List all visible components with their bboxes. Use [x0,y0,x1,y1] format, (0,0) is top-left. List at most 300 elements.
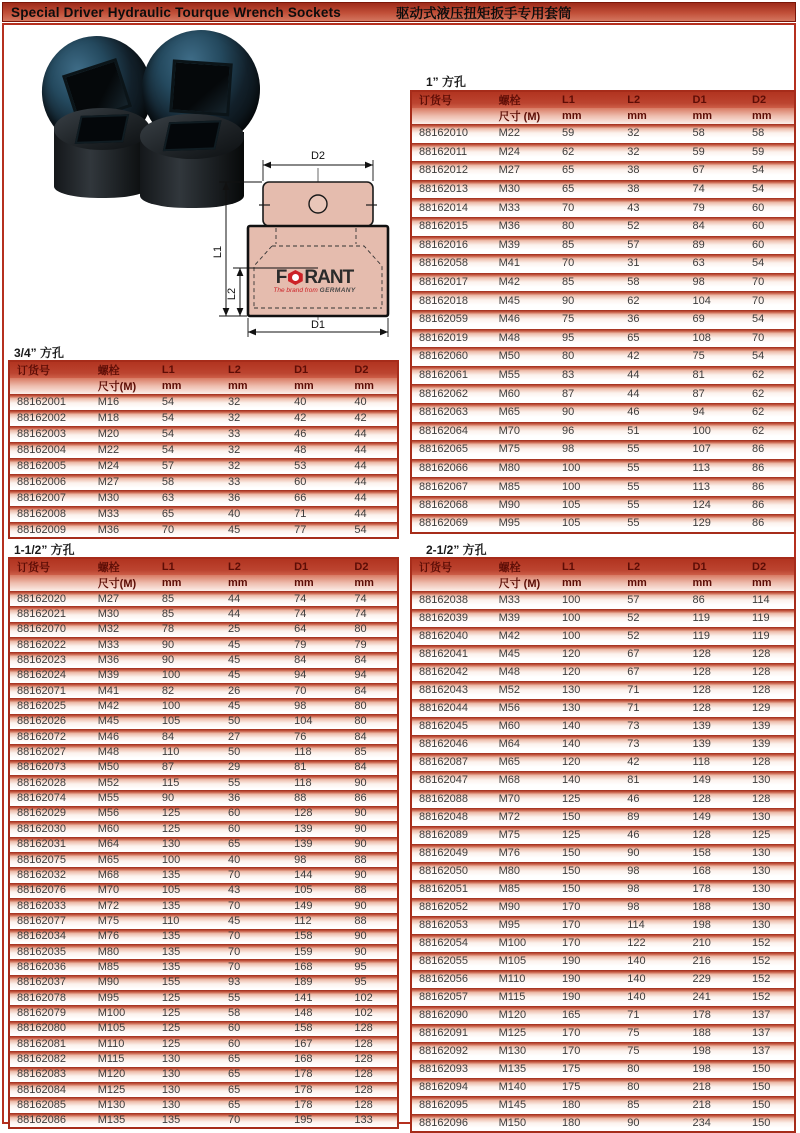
table-cell: 59 [745,143,795,162]
table-cell: 88162029 [9,806,91,821]
table-cell: 42 [347,410,398,426]
table-cell: 128 [686,826,746,844]
table-cell: 128 [686,681,746,699]
table-row [9,442,398,458]
table-row [9,394,398,410]
table-cell: 85 [347,744,398,759]
table-cell: M33 [492,591,555,609]
table-cell: 79 [287,637,347,652]
table-row [411,645,795,663]
table-cell: 98 [620,898,685,916]
table-row [411,699,795,717]
table-row [411,180,795,199]
table-cell: 55 [620,496,685,515]
table-row [411,291,795,310]
table-cell: 88162077 [9,913,91,928]
table-cell: 93 [221,975,287,990]
table-cell: 158 [686,844,746,862]
table-cell: 190 [555,952,620,970]
label-l1: L1 [212,245,224,259]
table-cell: M39 [492,609,555,627]
table-cell: 168 [287,959,347,974]
table-cell: 32 [221,458,287,474]
table-cell: 87 [555,384,620,403]
table-cell: 33 [221,474,287,490]
table-cell: 170 [555,916,620,934]
table-cell: 65 [221,1097,287,1112]
table-cell: 130 [745,916,795,934]
table-cell: 70 [745,273,795,292]
table-row [9,913,398,928]
table-cell: 149 [287,898,347,913]
table-cell: 88162006 [9,474,91,490]
table-cell: 129 [745,699,795,717]
table-cell: 90 [347,867,398,882]
table-row [411,681,795,699]
table-cell: 118 [686,753,746,771]
table-cell: 54 [745,161,795,180]
table-cell: 188 [686,1024,746,1042]
table-cell: 88162014 [411,198,492,217]
table-cell: 141 [287,990,347,1005]
table-cell: 52 [620,217,685,236]
table-cell: 46 [620,826,685,844]
table-cell: 178 [287,1067,347,1082]
table-cell: M27 [91,474,155,490]
column-header: 螺栓 [492,558,555,575]
table-cell: 84 [347,683,398,698]
table-cell: 86 [745,459,795,478]
table-cell: 90 [155,790,221,805]
table-cell: 66 [287,490,347,506]
table-cell: 88162070 [9,622,91,637]
table-cell: 83 [555,366,620,385]
table-cell: 88162055 [411,952,492,970]
table-cell: M110 [91,1036,155,1051]
table-cell: 140 [555,735,620,753]
table-row [9,837,398,852]
table-cell: M110 [492,970,555,988]
table-row [411,934,795,952]
table-row [9,806,398,821]
table-cell: 98 [620,880,685,898]
table-cell: 128 [745,753,795,771]
table-cell: 150 [555,880,620,898]
table-cell: 88162045 [411,717,492,735]
table-cell: M64 [91,837,155,852]
table-cell: 178 [287,1082,347,1097]
column-header: mm [221,575,287,591]
table-cell: 70 [221,959,287,974]
table-cell: 122 [620,934,685,952]
table-row [411,609,795,627]
table-cell: 100 [155,852,221,867]
table-cell: 55 [620,440,685,459]
table-cell: M65 [91,852,155,867]
table-cell: 119 [686,627,746,645]
column-header: D1 [287,558,347,575]
table-cell: 128 [745,663,795,681]
table-cell: 98 [686,273,746,292]
table-cell: 88162031 [9,837,91,852]
table-cell: M48 [492,329,555,348]
table-cell: 54 [155,442,221,458]
table-cell: M80 [492,862,555,880]
table-cell: 98 [555,440,620,459]
table-cell: 128 [686,663,746,681]
table-cell: 88162034 [9,929,91,944]
table-row [9,1005,398,1020]
table-cell: 139 [287,821,347,836]
column-header: L1 [555,91,620,108]
table-cell: 75 [686,347,746,366]
table-row [9,637,398,652]
table-cell: 88162021 [9,606,91,621]
table-cell: M36 [492,217,555,236]
table-cell: 95 [347,959,398,974]
table-cell: 150 [745,1078,795,1096]
column-header: mm [347,378,398,394]
table-cell: 198 [686,916,746,934]
column-header: mm [745,108,795,124]
table-cell: 168 [287,1051,347,1066]
table-row [411,970,795,988]
table-cell: 88162016 [411,236,492,255]
table-cell: 85 [555,236,620,255]
table-cell: 40 [287,394,347,410]
table-cell: 88162027 [9,744,91,759]
table-cell: 90 [347,929,398,944]
table-cell: 88162052 [411,898,492,916]
table-cell: 81 [287,760,347,775]
column-header: 订货号 [9,361,91,378]
spec-table-3-4in [8,360,399,539]
table-row [9,606,398,621]
table-cell: 46 [620,790,685,808]
column-header: D2 [745,558,795,575]
table-cell: 55 [221,775,287,790]
table-row [411,440,795,459]
table-cell: 67 [686,161,746,180]
table-cell: M24 [492,143,555,162]
table-cell: 70 [221,898,287,913]
table-cell: M95 [492,916,555,934]
table-cell: 88162018 [411,291,492,310]
table-row [9,729,398,744]
table-cell: 88162046 [411,735,492,753]
table-cell: 70 [745,329,795,348]
table-cell: 165 [555,1006,620,1024]
table-cell: 82 [155,683,221,698]
table-cell: 139 [745,735,795,753]
table-cell: 210 [686,934,746,952]
table-cell: 73 [620,735,685,753]
table-cell: 44 [620,384,685,403]
table-cell: 57 [155,458,221,474]
table-cell: 102 [347,990,398,1005]
table-row [9,852,398,867]
table-cell: 88162040 [411,627,492,645]
table-cell: 40 [347,394,398,410]
table-cell: 130 [745,862,795,880]
table-cell: 86 [686,591,746,609]
table-cell: 79 [686,198,746,217]
table-cell: 71 [620,681,685,699]
column-header: mm [287,575,347,591]
table-row [411,844,795,862]
table-row [411,826,795,844]
table-cell: M65 [492,753,555,771]
table-row [411,273,795,292]
page-title-chinese: 驱动式液压扭矩扳手专用套筒 [396,6,572,21]
table-cell: 25 [221,622,287,637]
table-cell: 58 [620,273,685,292]
table-row [9,1082,398,1097]
table-cell: 125 [555,790,620,808]
table-cell: 65 [620,329,685,348]
table-row [411,1042,795,1060]
table-cell: 70 [221,1113,287,1128]
table-cell: 65 [555,180,620,199]
table-cell: M68 [492,771,555,789]
table-cell: 137 [745,1024,795,1042]
table-cell: 64 [287,622,347,637]
table-cell: 218 [686,1096,746,1114]
table-cell: 31 [620,254,685,273]
table-cell: 88162069 [411,514,492,533]
table-cell: 119 [686,609,746,627]
table-cell: 43 [620,198,685,217]
table-cell: 75 [555,310,620,329]
table-cell: M50 [91,760,155,775]
table-cell: 108 [686,329,746,348]
table-cell: 60 [745,217,795,236]
table-cell: 54 [347,522,398,538]
table-cell: M65 [492,403,555,422]
table-row [411,663,795,681]
table-cell: 178 [686,1006,746,1024]
table-cell: 139 [686,717,746,735]
table-cell: 26 [221,683,287,698]
table-cell: 32 [221,394,287,410]
column-header: mm [155,575,221,591]
table-cell: 88162066 [411,459,492,478]
section-title-3-4in: 3/4” 方孔 [14,346,65,360]
table-row [411,898,795,916]
table-cell: 112 [287,913,347,928]
table-row [411,384,795,403]
table-cell: M120 [91,1067,155,1082]
column-header: D2 [347,558,398,575]
table-cell: 135 [155,959,221,974]
table-cell: M90 [91,975,155,990]
table-cell: M90 [492,898,555,916]
table-cell: 54 [745,254,795,273]
table-cell: 27 [221,729,287,744]
table-cell: 87 [686,384,746,403]
table-cell: 60 [221,1036,287,1051]
logo-tagline-2: GERMANY [319,287,356,294]
table-cell: 88162063 [411,403,492,422]
table-cell: 88162073 [9,760,91,775]
table-cell: 170 [555,898,620,916]
table-cell: 88162088 [411,790,492,808]
socket-square-hole [169,59,233,116]
table-cell: 32 [620,143,685,162]
column-header: 螺栓 [91,558,155,575]
column-header: mm [347,575,398,591]
table-cell: 58 [155,474,221,490]
table-cell: 130 [745,771,795,789]
table-cell: 139 [745,717,795,735]
table-cell: 189 [287,975,347,990]
table-cell: 44 [347,506,398,522]
table-cell: 150 [555,862,620,880]
table-cell: 44 [221,606,287,621]
table-cell: 89 [620,808,685,826]
table-cell: 80 [555,217,620,236]
table-cell: 88162019 [411,329,492,348]
table-row [411,477,795,496]
table-row [9,458,398,474]
table-cell: M48 [492,663,555,681]
table-cell: 88162079 [9,1005,91,1020]
table-cell: 128 [745,790,795,808]
table-row [9,1036,398,1051]
section-title-1in: 1” 方孔 [426,75,467,89]
column-header: mm [686,108,746,124]
forant-logo [252,268,377,295]
table-cell: 71 [620,699,685,717]
column-header: L2 [620,91,685,108]
table-cell: 115 [155,775,221,790]
table-cell: M33 [91,506,155,522]
table-cell: 44 [347,458,398,474]
table-cell: 125 [155,806,221,821]
table-cell: 98 [620,862,685,880]
column-header: mm [745,575,795,591]
table-row [9,929,398,944]
table-cell: M95 [91,990,155,1005]
table-cell: 175 [555,1078,620,1096]
table-cell: 32 [620,124,685,143]
column-header: D1 [686,558,746,575]
table-cell: 178 [287,1097,347,1112]
table-cell: 86 [745,477,795,496]
table-row [9,714,398,729]
table-cell: 90 [347,898,398,913]
table-cell: 139 [287,837,347,852]
table-cell: 94 [686,403,746,422]
table-cell: 152 [745,988,795,1006]
table-cell: 88162087 [411,753,492,771]
table-cell: 100 [686,422,746,441]
table-row [411,1006,795,1024]
table-cell: M60 [492,384,555,403]
table-cell: 80 [555,347,620,366]
table-cell: 88162032 [9,867,91,882]
table-cell: M85 [492,880,555,898]
column-header: mm [555,575,620,591]
table-cell: 42 [620,347,685,366]
table-cell: 88162033 [9,898,91,913]
table-cell: 150 [745,1096,795,1114]
table-cell: 45 [221,522,287,538]
table-cell: 105 [155,883,221,898]
table-cell: 130 [155,837,221,852]
table-cell: 168 [686,862,746,880]
table-cell: 77 [287,522,347,538]
table-cell: 88 [287,790,347,805]
table-cell: 119 [745,609,795,627]
column-header: 螺栓 [492,91,555,108]
table-cell: M105 [91,1021,155,1036]
table-cell: 98 [287,698,347,713]
table-row [411,591,795,609]
table-cell: 62 [745,403,795,422]
table-cell: M24 [91,458,155,474]
table-cell: 88162057 [411,988,492,1006]
table-cell: 45 [221,698,287,713]
table-cell: 36 [221,490,287,506]
column-header: L1 [155,558,221,575]
table-cell: 60 [221,821,287,836]
table-cell: 59 [555,124,620,143]
table-cell: 70 [221,944,287,959]
table-cell: 130 [745,880,795,898]
table-cell: M45 [91,714,155,729]
table-cell: M55 [91,790,155,805]
table-row [9,652,398,667]
table-cell: 114 [620,916,685,934]
table-cell: M70 [91,883,155,898]
column-header: 尺寸(M) [91,575,155,591]
table-row [9,426,398,442]
table-cell: 128 [745,681,795,699]
table-cell: M39 [91,668,155,683]
table-cell: 88162011 [411,143,492,162]
table-cell: 88162080 [9,1021,91,1036]
table-cell: 88162084 [9,1082,91,1097]
table-cell: 88162092 [411,1042,492,1060]
table-cell: 149 [686,808,746,826]
table-cell: M41 [492,254,555,273]
table-cell: 88162015 [411,217,492,236]
table-row [9,1051,398,1066]
table-cell: 90 [347,806,398,821]
table-cell: 65 [555,161,620,180]
column-header: 订货号 [411,91,492,108]
table-row [411,198,795,217]
table-cell: 128 [686,645,746,663]
table-cell: 38 [620,161,685,180]
table-cell: 78 [155,622,221,637]
table-cell: 54 [155,394,221,410]
table-cell: 36 [221,790,287,805]
table-cell: 88162089 [411,826,492,844]
table-cell: 140 [555,771,620,789]
table-cell: M135 [492,1060,555,1078]
table-row [9,744,398,759]
label-l2: L2 [226,287,238,301]
table-cell: 88162075 [9,852,91,867]
table-row [9,474,398,490]
table-cell: M30 [492,180,555,199]
table-cell: 80 [347,714,398,729]
table-row [411,1114,795,1132]
table-cell: M150 [492,1114,555,1132]
table-cell: 81 [620,771,685,789]
